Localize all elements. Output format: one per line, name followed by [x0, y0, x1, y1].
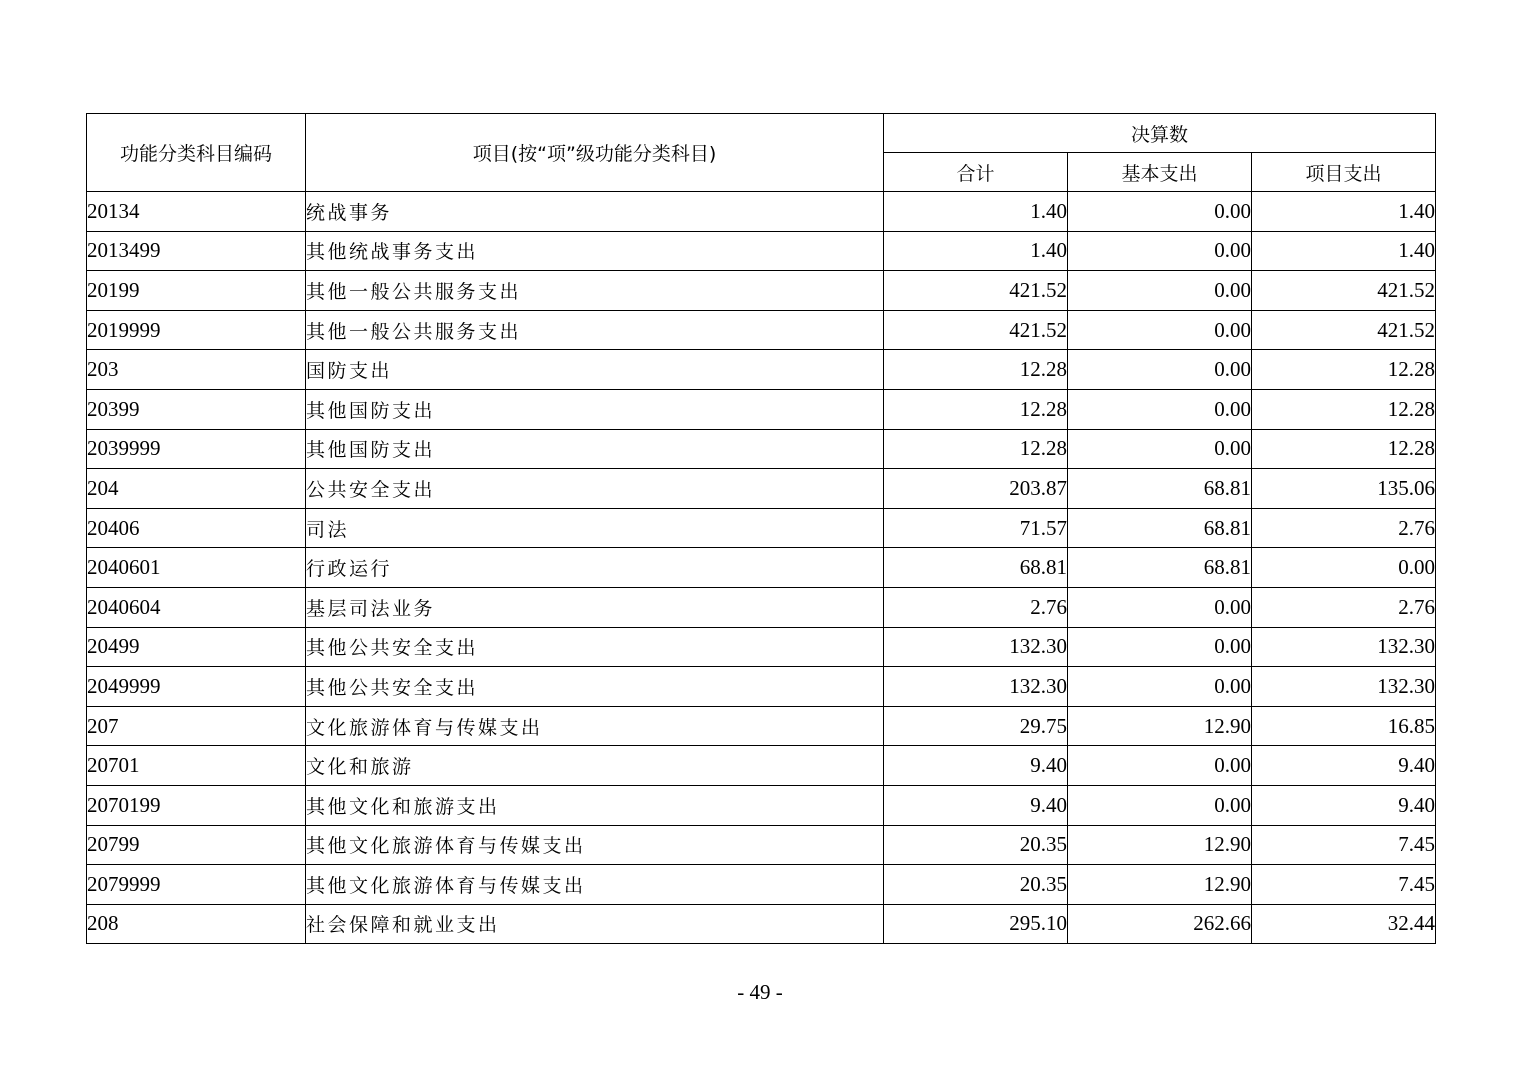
- row-code: 2039999: [87, 429, 306, 469]
- row-total: 1.40: [884, 231, 1068, 271]
- row-code: 2040604: [87, 587, 306, 627]
- row-project: 132.30: [1252, 667, 1436, 707]
- table-row: [87, 508, 1436, 548]
- row-code: 207: [87, 706, 306, 746]
- row-basic: 0.00: [1068, 231, 1252, 271]
- table-row: [87, 350, 1436, 390]
- table-row: [87, 469, 1436, 509]
- row-project: 421.52: [1252, 310, 1436, 350]
- table-row: [87, 706, 1436, 746]
- row-total: 29.75: [884, 706, 1068, 746]
- row-name: 国防支出: [306, 350, 884, 390]
- row-project: 135.06: [1252, 469, 1436, 509]
- row-basic: 0.00: [1068, 310, 1252, 350]
- row-code: 204: [87, 469, 306, 509]
- row-name: 文化和旅游: [306, 746, 884, 786]
- row-project: 16.85: [1252, 706, 1436, 746]
- row-project: 1.40: [1252, 192, 1436, 232]
- row-total: 132.30: [884, 627, 1068, 667]
- row-project: 132.30: [1252, 627, 1436, 667]
- row-project: 0.00: [1252, 548, 1436, 588]
- table-row: [87, 429, 1436, 469]
- row-name: 其他国防支出: [306, 429, 884, 469]
- row-project: 421.52: [1252, 271, 1436, 311]
- row-basic: 0.00: [1068, 627, 1252, 667]
- row-basic: 0.00: [1068, 350, 1252, 390]
- row-basic: 68.81: [1068, 548, 1252, 588]
- row-basic: 0.00: [1068, 429, 1252, 469]
- row-total: 295.10: [884, 904, 1068, 944]
- row-code: 2070199: [87, 785, 306, 825]
- row-project: 7.45: [1252, 865, 1436, 905]
- header-code: 功能分类科目编码: [87, 114, 306, 192]
- row-name: 其他文化和旅游支出: [306, 785, 884, 825]
- row-basic: 0.00: [1068, 746, 1252, 786]
- row-total: 12.28: [884, 350, 1068, 390]
- table-row: [87, 865, 1436, 905]
- table-row: [87, 904, 1436, 944]
- row-total: 1.40: [884, 192, 1068, 232]
- row-name: 公共安全支出: [306, 469, 884, 509]
- row-total: 9.40: [884, 746, 1068, 786]
- row-name: 其他一般公共服务支出: [306, 310, 884, 350]
- row-name: 其他文化旅游体育与传媒支出: [306, 865, 884, 905]
- row-name: 行政运行: [306, 548, 884, 588]
- row-basic: 0.00: [1068, 192, 1252, 232]
- table-row: [87, 746, 1436, 786]
- row-name: 社会保障和就业支出: [306, 904, 884, 944]
- table-header: [87, 114, 1436, 192]
- row-total: 12.28: [884, 389, 1068, 429]
- row-code: 20701: [87, 746, 306, 786]
- row-basic: 0.00: [1068, 785, 1252, 825]
- row-project: 2.76: [1252, 508, 1436, 548]
- row-code: 20406: [87, 508, 306, 548]
- row-project: 9.40: [1252, 785, 1436, 825]
- table-row: [87, 192, 1436, 232]
- table-row: [87, 231, 1436, 271]
- table-row: [87, 825, 1436, 865]
- row-total: 421.52: [884, 310, 1068, 350]
- table-row: [87, 271, 1436, 311]
- table-body: [87, 192, 1436, 944]
- budget-table: [86, 113, 1436, 944]
- row-basic: 68.81: [1068, 508, 1252, 548]
- row-project: 7.45: [1252, 825, 1436, 865]
- table-row: [87, 587, 1436, 627]
- row-name: 文化旅游体育与传媒支出: [306, 706, 884, 746]
- row-total: 20.35: [884, 865, 1068, 905]
- row-total: 203.87: [884, 469, 1068, 509]
- row-code: 20799: [87, 825, 306, 865]
- row-total: 9.40: [884, 785, 1068, 825]
- row-basic: 12.90: [1068, 706, 1252, 746]
- row-basic: 12.90: [1068, 825, 1252, 865]
- row-code: 2040601: [87, 548, 306, 588]
- row-basic: 0.00: [1068, 587, 1252, 627]
- row-code: 2013499: [87, 231, 306, 271]
- row-total: 71.57: [884, 508, 1068, 548]
- row-code: 20499: [87, 627, 306, 667]
- row-total: 68.81: [884, 548, 1068, 588]
- row-name: 其他文化旅游体育与传媒支出: [306, 825, 884, 865]
- page-number: - 49 -: [737, 980, 783, 1004]
- header-item: 项目(按“项”级功能分类科目): [306, 114, 884, 192]
- table-row: [87, 785, 1436, 825]
- row-basic: 68.81: [1068, 469, 1252, 509]
- row-name: 司法: [306, 508, 884, 548]
- row-project: 12.28: [1252, 350, 1436, 390]
- row-total: 2.76: [884, 587, 1068, 627]
- row-code: 20399: [87, 389, 306, 429]
- row-total: 132.30: [884, 667, 1068, 707]
- row-code: 2049999: [87, 667, 306, 707]
- row-project: 2.76: [1252, 587, 1436, 627]
- row-project: 12.28: [1252, 389, 1436, 429]
- table-row: [87, 627, 1436, 667]
- row-basic: 0.00: [1068, 667, 1252, 707]
- row-name: 其他统战事务支出: [306, 231, 884, 271]
- header-basic: 基本支出: [1068, 153, 1252, 192]
- row-basic: 0.00: [1068, 271, 1252, 311]
- row-project: 12.28: [1252, 429, 1436, 469]
- header-project: 项目支出: [1252, 153, 1436, 192]
- row-name: 其他公共安全支出: [306, 667, 884, 707]
- row-name: 其他国防支出: [306, 389, 884, 429]
- row-basic: 262.66: [1068, 904, 1252, 944]
- row-basic: 0.00: [1068, 389, 1252, 429]
- row-project: 32.44: [1252, 904, 1436, 944]
- table-row: [87, 548, 1436, 588]
- table-row: [87, 310, 1436, 350]
- row-project: 9.40: [1252, 746, 1436, 786]
- row-total: 421.52: [884, 271, 1068, 311]
- row-project: 1.40: [1252, 231, 1436, 271]
- row-code: 208: [87, 904, 306, 944]
- row-name: 统战事务: [306, 192, 884, 232]
- row-total: 12.28: [884, 429, 1068, 469]
- row-code: 2019999: [87, 310, 306, 350]
- row-total: 20.35: [884, 825, 1068, 865]
- table-row: [87, 389, 1436, 429]
- row-code: 203: [87, 350, 306, 390]
- header-total: 合计: [884, 153, 1068, 192]
- row-name: 其他公共安全支出: [306, 627, 884, 667]
- row-name: 其他一般公共服务支出: [306, 271, 884, 311]
- row-basic: 12.90: [1068, 865, 1252, 905]
- row-code: 20199: [87, 271, 306, 311]
- header-final: 决算数: [884, 114, 1436, 153]
- row-code: 2079999: [87, 865, 306, 905]
- table-row: [87, 667, 1436, 707]
- row-code: 20134: [87, 192, 306, 232]
- row-name: 基层司法业务: [306, 587, 884, 627]
